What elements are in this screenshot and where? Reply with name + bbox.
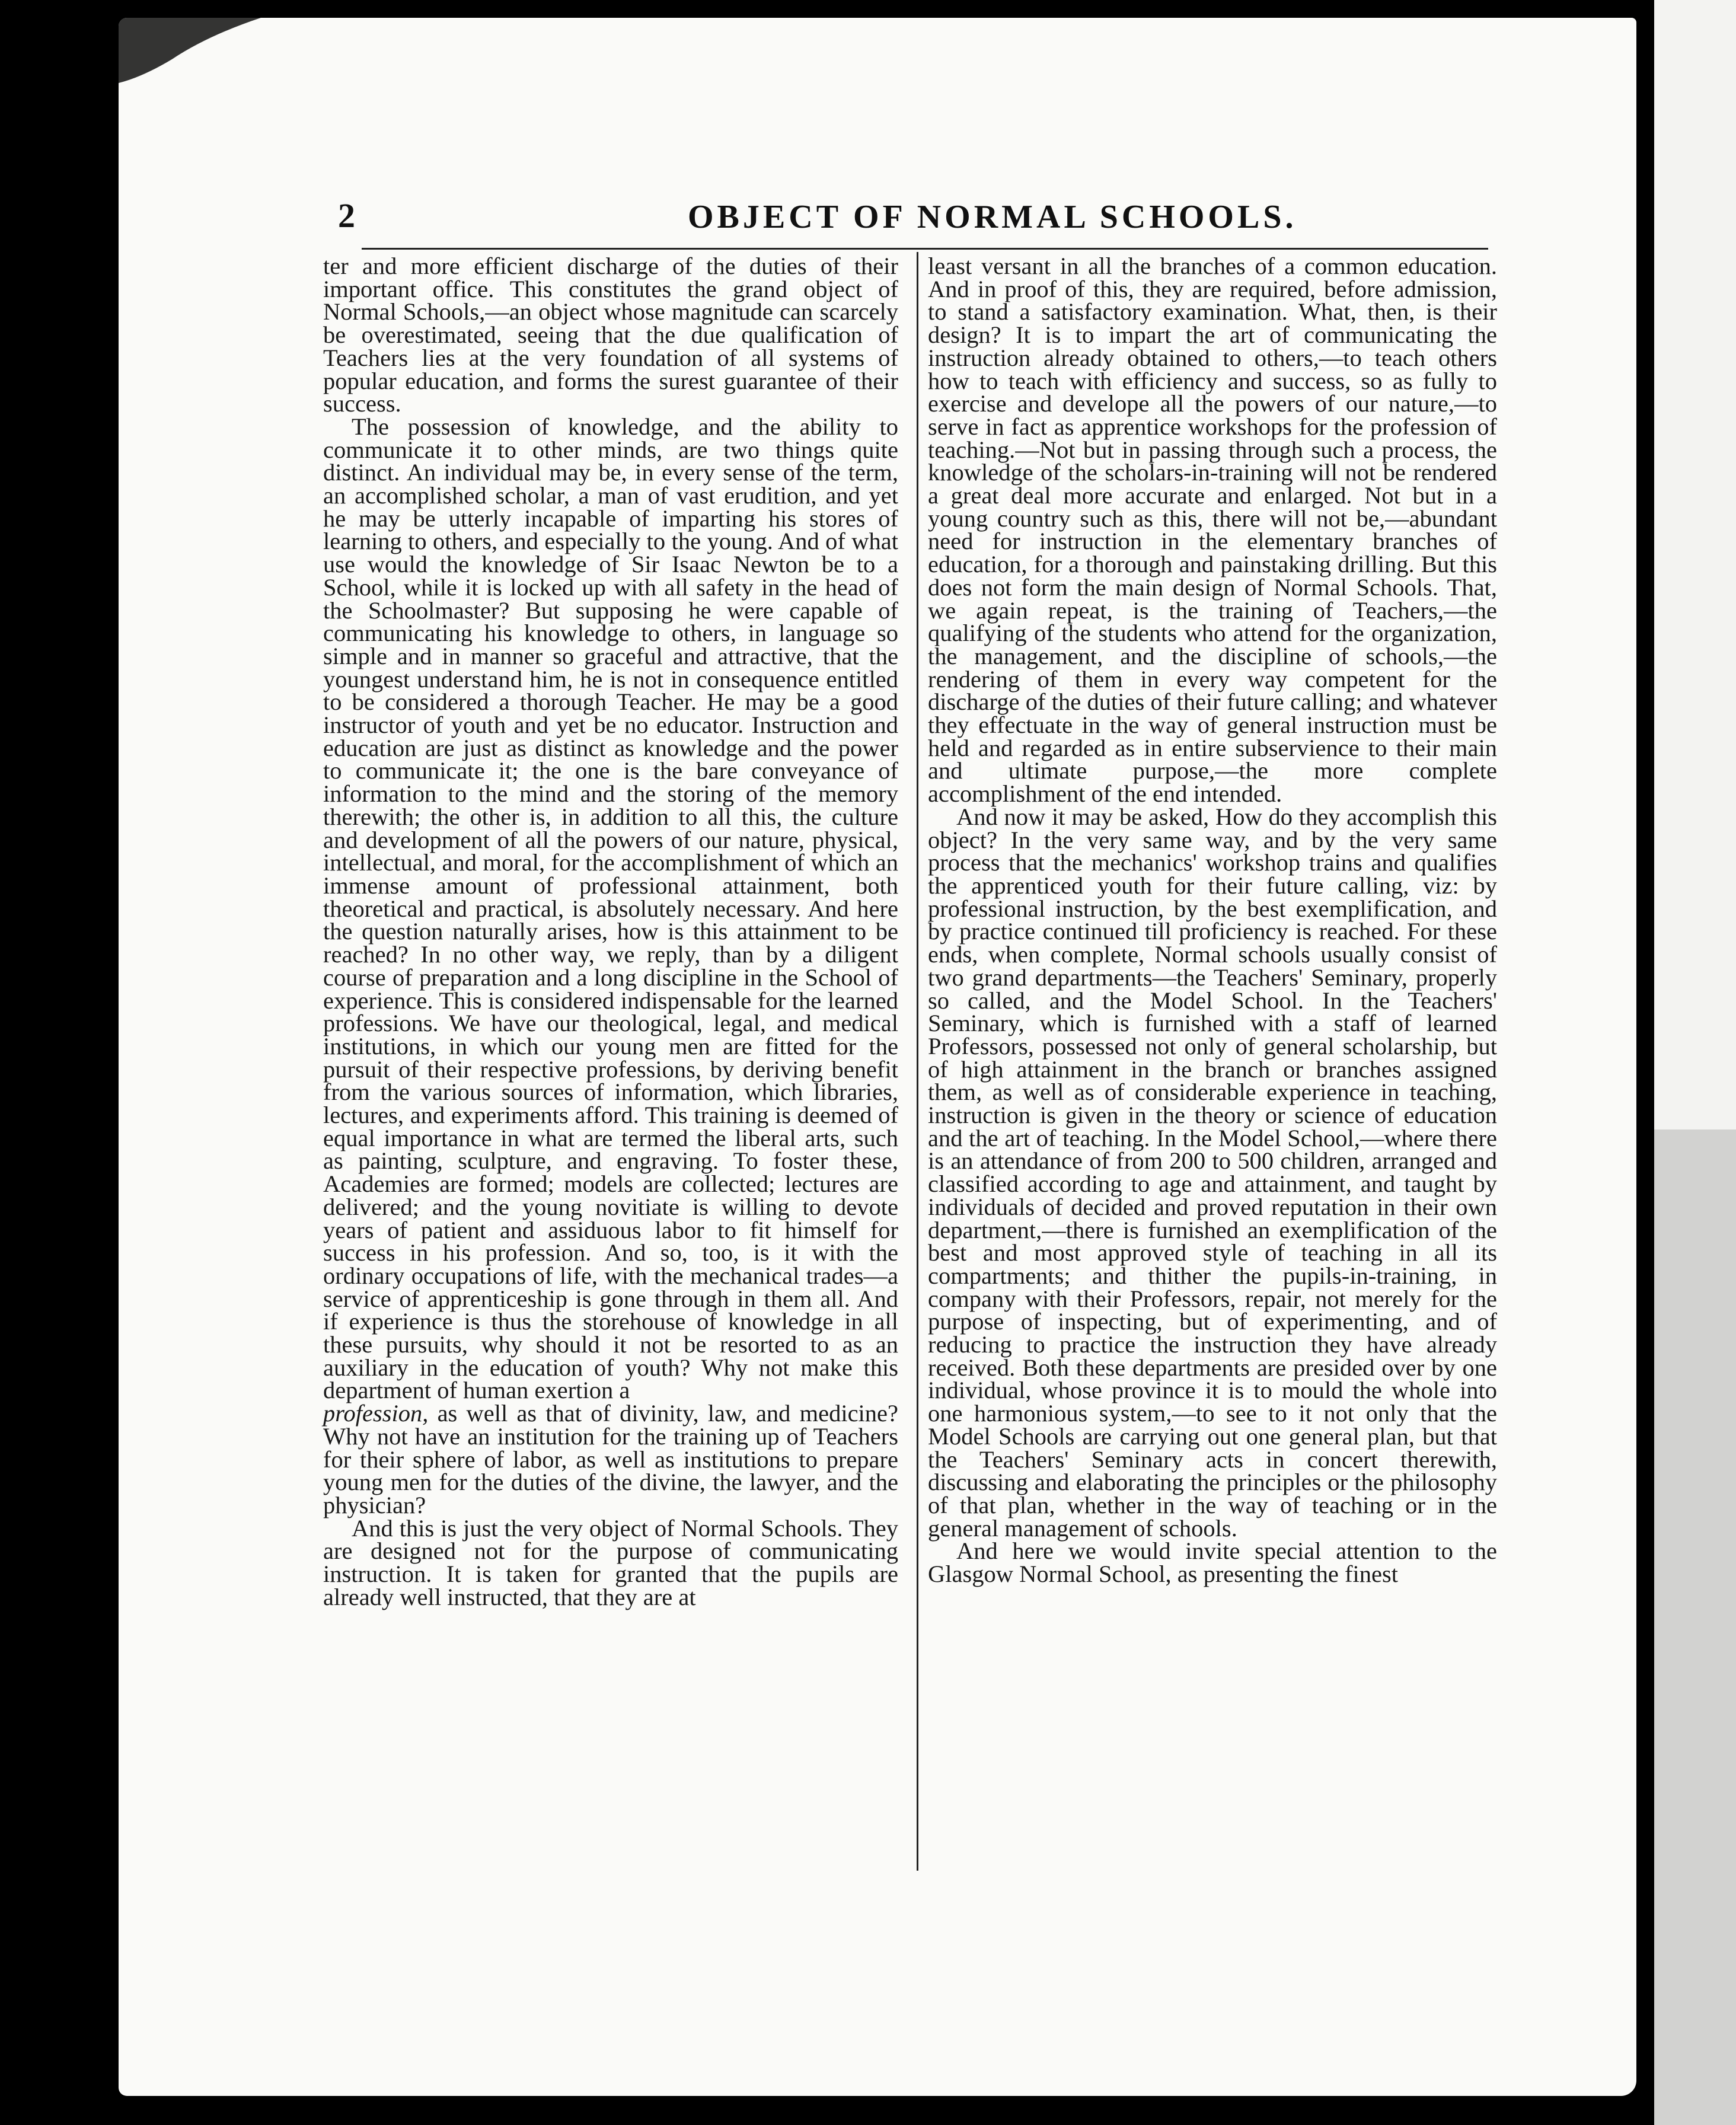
column-divider <box>917 252 918 1871</box>
paragraph: And here we would invite special attention to the Glasgow Normal School, as presenting the finest <box>928 1537 1497 1588</box>
paragraph: And now it may be asked, How do they accomplish this object? In the very same way, and by the very same process that the mechanics' workshop trains and qualifies the apprenticed youth for their future calling, viz: by professional instruction, by the best exemplification, and by practice continued till proficiency is reached. For these ends, when complete, Normal schools usually consist of two grand departments—the Teachers' Seminary, properly so called, and the Model School. In the Teachers' Seminary, which is furnished with a staff of learned Professors, possessed not only of general scholarship, but of high attainment in the branch or branches assigned them, as well as of considerable experience in teaching, instruction is given in the theory or science of education and the art of teaching. In the Model School,—where there is an attendance of from 200 to 500 children, arranged and classified according to age and attainment, and taught by individuals of decided and proved reputation in their own department,—there is furnished an exemplification of the best and most approved style of teaching in all its compartments; and thither the pupils-in-training, in company with their Professors, repair, not merely for the purpose of inspecting, but of experimenting, and of reducing to practice the instruction they have already received. Both these departments are presided over by one individual, whose province it is to mould the whole into one harmonious system,—to see to it not only that the Model Schools are carrying out one general plan, but that the Teachers' Seminary acts in concert therewith, discussing and elaborating the principles or the philosophy of that plan, whether in the way of teaching or in the general management of schools. <box>928 803 1497 1542</box>
header-rule <box>362 248 1488 250</box>
paragraph: least versant in all the branches of a common education. And in proof of this, they are required, before admission, to stand a satisfactory examination. What, then, is their design? It is to impart the art of communicating the instruction already obtained to others,—to teach others how to teach with efficiency and success, so as fully to exercise and develope all the powers of our nature,—to serve in fact as apprentice workshops for the profession of teaching.—Not but in passing through such a process, the knowledge of the scholars-in-training will not be rendered a great deal more accurate and enlarged. Not but in a young country such as this, there will not be,—abundant need for instruction in the elementary branches of education, for a thorough and painstaking drilling. But this does not form the main design of Normal Schools. That, we again repeat, is the training of Teachers,—the qualifying of the students who attend for the organization, the management, and the discipline of schools,—the rendering of them in every way competent for the discharge of the duties of their future calling; and whatever they effectuate in the way of general instruction must be held and regarded as in entire subservience to their main and ultimate purpose,—the more complete accomplishment of the end intended. <box>928 253 1497 808</box>
text-column-right <box>928 255 1497 1586</box>
running-head <box>332 190 1488 246</box>
paragraph-text: as well as that of divinity, law, and medicine? Why not have an institution for the training up of Teachers for their sphere of labor, as well as institutions to prepare young men for the duties of the divine, the lawyer, and the physician? <box>323 1400 899 1518</box>
italic-word: profession, <box>323 1400 429 1427</box>
text-column-left <box>323 255 898 1609</box>
page-edge-shadow <box>1636 0 1654 2125</box>
paragraph: ter and more efficient discharge of the duties of their important office. This constitutes the grand object of Normal Schools,—an object whose magnitude can scarcely be overestimated, seeing that the due qualification of Teachers lies at the very foundation of all systems of popular education, and forms the surest guarantee of their success. <box>323 253 898 417</box>
page-title: OBJECT OF NORMAL SCHOOLS. <box>688 199 1297 235</box>
paragraph: And this is just the very object of Normal Schools. They are designed not for the purpose of communicating instruction. It is taken for granted that the pupils are already well instructed, that they are at <box>323 1514 898 1610</box>
page-number: 2 <box>338 196 355 235</box>
paragraph: The possession of knowledge, and the ability to communicate it to other minds, are two things quite distinct. An individual may be, in every sense of the term, an accomplished scholar, a man of vast erudition, and yet he may be utterly incapable of imparting his stores of learning to others, and especially to the young. And of what use would the knowledge of Sir Isaac Newton be to a School, while it is locked up with all safety in the head of the Schoolmaster? But supposing he were capable of communicating his knowledge to others, in language so simple and in manner so graceful and attractive, that the youngest understand him, he is not in consequence entitled to be considered a thorough Teacher. He may be a good instructor of youth and yet be no educator. Instruction and education are just as distinct as knowledge and the power to communicate it; the one is the bare conveyance of information to the mind and the storing of the memory therewith; the other is, in addition to all this, the culture and development of all the powers of our nature, physical, intellectual, and moral, for the accomplishment of which an immense amount of professional attainment, both theoretical and practical, is absolutely necessary. And here the question naturally arises, how is this attainment to be reached? In no other way, we reply, than by a diligent course of preparation and a long discipline in the School of experience. This is considered indispensable for the learned professions. We have our theological, legal, and medical institutions, in which our young men are fitted for the pursuit of their respective professions, by deriving benefit from the various sources of information, which libraries, lectures, and experiments afford. This training is deemed of equal importance in what are termed the liberal arts, such as painting, sculpture, and engraving. To foster these, Academies are formed; models are collected; lectures are delivered; and the young novitiate is willing to devote years of patient and assiduous labor to fit himself for success in his profession. And so, too, is it with the ordinary occupations of life, with the mechanical trades—a service of apprenticeship is gone through in them all. And if experience is thus the storehouse of knowledge in all these pursuits, why should it not be resorted to as an auxiliary in the education of youth? Why not make this department of human exertion a <box>323 413 898 1404</box>
paragraph <box>323 1402 898 1517</box>
corner-smudge-mark <box>119 18 261 83</box>
